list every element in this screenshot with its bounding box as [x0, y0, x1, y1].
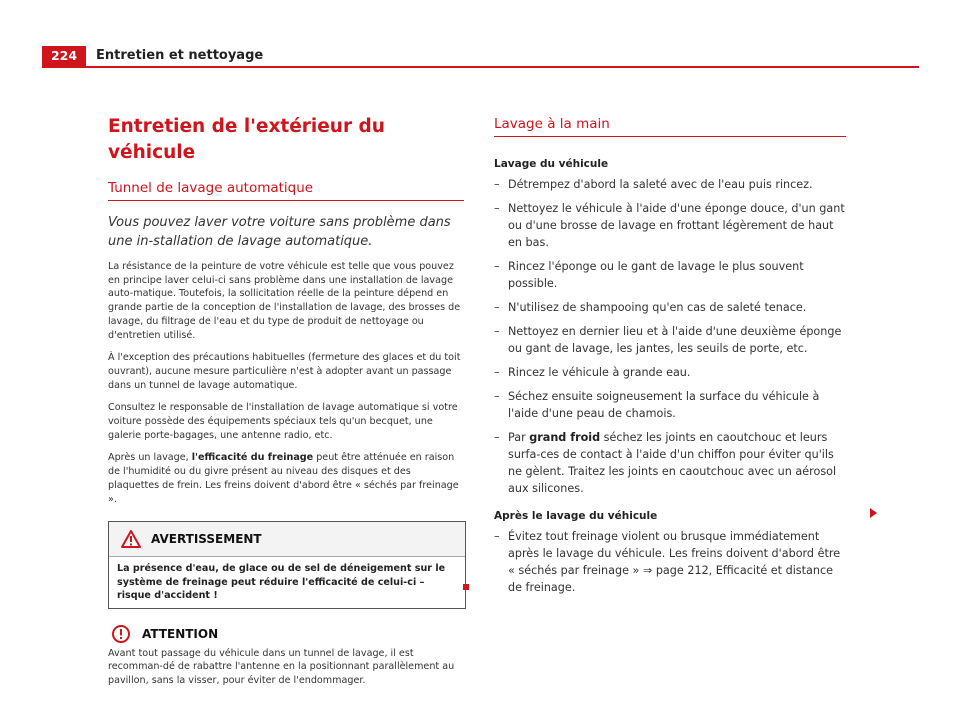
warning-triangle-icon	[121, 530, 141, 548]
list-item-text: Détrempez d'abord la saleté avec de l'eau puis rincez.	[508, 178, 813, 191]
after-wash-list	[494, 528, 850, 596]
list-item-text: Nettoyez en dernier lieu et à l'aide d'une deuxième éponge ou gant de lavage, les jantes, les seuils de porte, etc.	[508, 325, 842, 355]
dash-bullet: –	[494, 178, 500, 191]
heading-lavage-du-vehicule: Lavage du véhicule	[494, 158, 609, 170]
dash-bullet: –	[494, 202, 500, 215]
dash-bullet: –	[494, 260, 500, 273]
list-item	[494, 364, 850, 381]
list-item-text: Rincez le véhicule à grande eau.	[508, 366, 691, 379]
attention-text: Avant tout passage du véhicule dans un tunnel de lavage, il est recomman-dé de rabattre l'antenne en la positionnant parallèlement au pavillon, sans la visser, pour éviter de l'endommager.	[108, 647, 455, 686]
list-item-text: Évitez tout freinage violent ou brusque immédiatement après le lavage du véhicule. Les freins doivent d'abord être « séchés par freinage » ⇒ page 212, Efficacité et distance de freinage.	[508, 530, 841, 594]
list-item-start: Par	[508, 431, 530, 444]
sub-title: Tunnel de lavage automatique	[108, 178, 464, 201]
list-item	[494, 388, 850, 422]
paragraph-2: À l'exception des précautions habituelles (fermeture des glaces et du toit ouvrant), aucune mesure particulière n'est à adopter avant un passage dans un tunnel de lavage automatique.	[108, 352, 461, 391]
dash-bullet: –	[494, 325, 500, 338]
right-section-title: Lavage à la main	[494, 114, 846, 137]
section-end-mark	[463, 584, 469, 590]
paragraph-4-start: Après un lavage,	[108, 452, 192, 464]
list-item	[494, 323, 850, 357]
list-item	[494, 299, 850, 316]
header-rule	[42, 66, 919, 68]
list-item-bold: grand froid	[529, 431, 601, 444]
list-item	[494, 176, 850, 193]
dash-bullet: –	[494, 530, 500, 543]
warning-box	[108, 521, 466, 609]
paragraph-3: Consultez le responsable de l'installation de lavage automatique si votre voiture possède des équipements spéciaux tels qu'un becquet, une galerie porte-bagages, une antenne radio, etc.	[108, 402, 458, 441]
warning-title: AVERTISSEMENT	[151, 532, 262, 547]
warning-header	[109, 522, 465, 557]
continue-arrow-icon	[870, 508, 877, 518]
section-title: Entretien de l'extérieur du véhicule	[108, 116, 385, 163]
right-column	[494, 114, 850, 603]
list-item-text: Nettoyez le véhicule à l'aide d'une éponge douce, d'un gant ou d'une brosse de lavage en frottant légèrement de haut en bas.	[508, 202, 845, 249]
list-item-text: Rincez l'éponge ou le gant de lavage le plus souvent possible.	[508, 260, 804, 290]
list-item-text: N'utilisez de shampooing qu'en cas de saleté tenace.	[508, 301, 807, 314]
dash-bullet: –	[494, 366, 500, 379]
list-item-text: Séchez ensuite soigneusement la surface du véhicule à l'aide d'une peau de chamois.	[508, 390, 820, 420]
dash-bullet: –	[494, 431, 500, 444]
left-column	[108, 114, 464, 687]
dash-bullet: –	[494, 390, 500, 403]
paragraph-4-bold: l'efficacité du freinage	[191, 452, 314, 464]
warning-text: La présence d'eau, de glace ou de sel de déneigement sur le système de freinage peut réduire l'efficacité de celui-ci – risque d'accident !	[117, 563, 446, 602]
paragraph-4-end: peut être atténuée en raison de l'humidité ou du givre présent au niveau des disques et des plaquettes de frein. Les freins doivent d'abord être « séchés par freinage ».	[108, 452, 459, 505]
list-item	[494, 528, 850, 596]
attention-header	[108, 625, 464, 643]
paragraph-1: La résistance de la peinture de votre véhicule est telle que vous pouvez en principe laver celui-ci sans problème dans une installation de lavage auto-matique. Toutefois, la sollicitation réelle de la peinture dépend en grande partie de la conception de l'installation de lavage, des brosses de lavage, du filtrage de l'eau et du type de produit de nettoyage ou d'entretien utilisé.	[108, 261, 461, 341]
washing-steps-list	[494, 176, 850, 497]
lead-text: Vous pouvez laver votre voiture sans problème dans une in-stallation de lavage automatique.	[108, 215, 451, 249]
header-title: Entretien et nettoyage	[96, 48, 264, 63]
page-number: 224	[42, 46, 86, 66]
dash-bullet: –	[494, 301, 500, 314]
list-item-end: séchez les joints en caoutchouc et leurs surfa-ces de contact à l'aide d'un chiffon pour éviter qu'ils ne gèlent. Traitez les joints en caoutchouc avec un aérosol aux silicones.	[508, 431, 837, 495]
list-item	[494, 200, 850, 251]
attention-circle-icon	[112, 625, 130, 643]
list-item	[494, 429, 850, 497]
list-item	[494, 258, 850, 292]
attention-title: ATTENTION	[142, 626, 219, 641]
heading-apres-lavage: Après le lavage du véhicule	[494, 510, 658, 522]
paragraph-4	[108, 451, 464, 506]
